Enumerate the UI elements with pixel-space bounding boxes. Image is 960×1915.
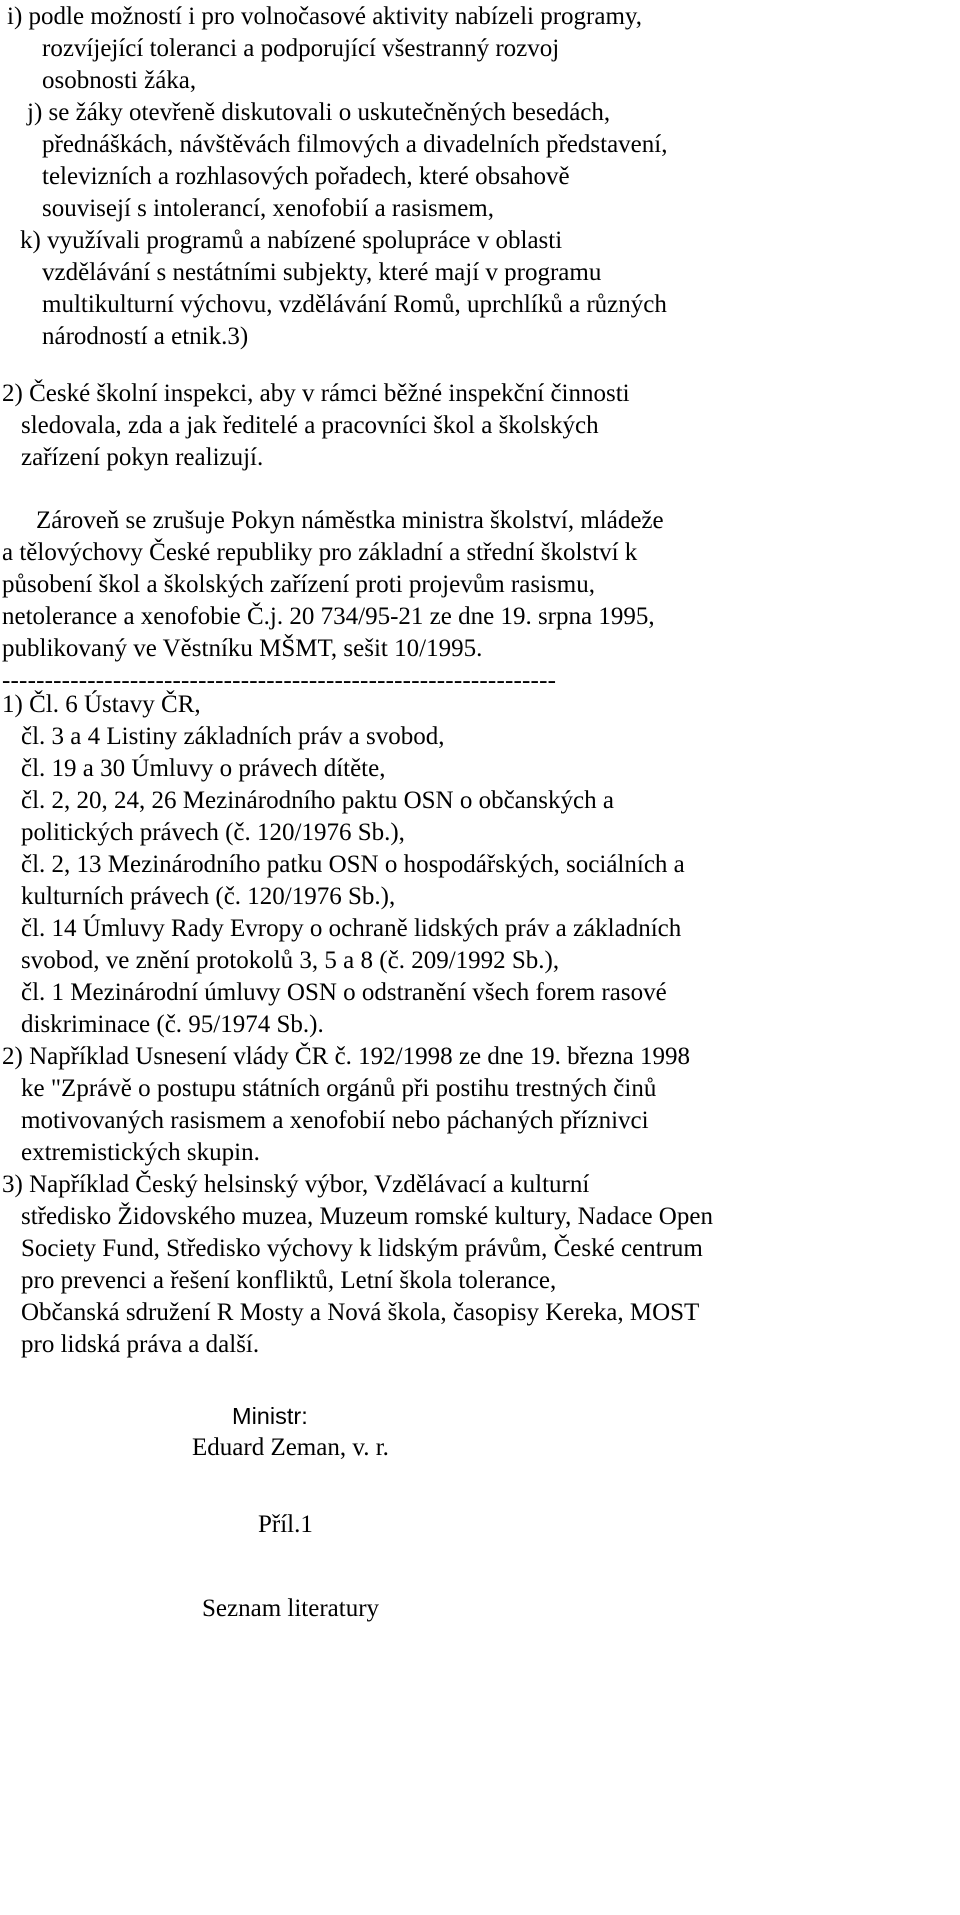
footnote-line: středisko Židovského muzea, Muzeum romské kultury, Nadace Open: [21, 1203, 713, 1230]
footnote-line: politických právech (č. 120/1976 Sb.),: [21, 819, 405, 846]
text-line: osobnosti žáka,: [42, 67, 197, 94]
separator-line: -----------------------------------------------------------------: [2, 667, 557, 694]
footnote-line: 2) Například Usnesení vlády ČR č. 192/1998 ze dne 19. března 1998: [2, 1043, 691, 1070]
footnote-line: pro lidská práva a další.: [21, 1331, 260, 1358]
footnote-line: Society Fund, Středisko výchovy k lidským právům, České centrum: [21, 1235, 703, 1262]
footnote-line: čl. 1 Mezinárodní úmluvy OSN o odstranění všech forem rasové: [21, 979, 667, 1006]
text-line: i) podle možností i pro volnočasové aktivity nabízeli programy,: [7, 3, 643, 30]
footnote-line: svobod, ve znění protokolů 3, 5 a 8 (č. 209/1992 Sb.),: [21, 947, 560, 974]
footnote-line: pro prevenci a řešení konfliktů, Letní škola tolerance,: [21, 1267, 557, 1294]
text-line: působení škol a školských zařízení proti projevům rasismu,: [2, 571, 595, 598]
footnote-line: 1) Čl. 6 Ústavy ČR,: [2, 691, 201, 718]
text-line: sledovala, zda a jak ředitelé a pracovníci škol a školských: [21, 412, 599, 439]
text-line: 2) České školní inspekci, aby v rámci běžné inspekční činnosti: [2, 380, 630, 407]
text-line: k) využívali programů a nabízené spolupráce v oblasti: [20, 227, 563, 254]
text-line: Zároveň se zrušuje Pokyn náměstka ministra školství, mládeže: [36, 507, 664, 534]
text-line: národností a etnik.3): [42, 323, 249, 350]
footnote-line: čl. 2, 20, 24, 26 Mezinárodního paktu OSN o občanských a: [21, 787, 614, 814]
text-line: publikovaný ve Věstníku MŠMT, sešit 10/1995.: [2, 635, 483, 662]
footnote-line: diskriminace (č. 95/1974 Sb.).: [21, 1011, 324, 1038]
text-line: zařízení pokyn realizují.: [21, 444, 264, 471]
footnote-line: kulturních právech (č. 120/1976 Sb.),: [21, 883, 396, 910]
signature-title: Ministr:: [232, 1403, 308, 1429]
footnote-line: 3) Například Český helsinský výbor, Vzdělávací a kulturní: [2, 1171, 590, 1198]
appendix-label: Příl.1: [258, 1511, 313, 1538]
text-line: souvisejí s intolerancí, xenofobií a rasismem,: [42, 195, 494, 222]
footnote-line: čl. 19 a 30 Úmluvy o právech dítěte,: [21, 755, 386, 782]
footnote-line: čl. 14 Úmluvy Rady Evropy o ochraně lidských práv a základních: [21, 915, 682, 942]
text-line: přednáškách, návštěvách filmových a divadelních představení,: [42, 131, 668, 158]
text-line: vzdělávání s nestátními subjekty, které mají v programu: [42, 259, 602, 286]
footnote-line: motivovaných rasismem a xenofobií nebo páchaných příznivci: [21, 1107, 649, 1134]
text-line: rozvíjející toleranci a podporující všestranný rozvoj: [42, 35, 560, 62]
signature-name: Eduard Zeman, v. r.: [192, 1434, 389, 1461]
text-line: j) se žáky otevřeně diskutovali o uskutečněných besedách,: [27, 99, 611, 126]
footnote-line: čl. 3 a 4 Listiny základních práv a svobod,: [21, 723, 445, 750]
footnote-line: čl. 2, 13 Mezinárodního patku OSN o hospodářských, sociálních a: [21, 851, 685, 878]
text-line: netolerance a xenofobie Č.j. 20 734/95-21 ze dne 19. srpna 1995,: [2, 603, 655, 630]
text-line: televizních a rozhlasových pořadech, které obsahově: [42, 163, 570, 190]
text-line: multikulturní výchovu, vzdělávání Romů, uprchlíků a různých: [42, 291, 667, 318]
footnote-line: Občanská sdružení R Mosty a Nová škola, časopisy Kereka, MOST: [21, 1299, 700, 1326]
bibliography-heading: Seznam literatury: [202, 1595, 380, 1622]
text-line: a tělovýchovy České republiky pro základní a střední školství k: [2, 539, 638, 566]
footnote-line: extremistických skupin.: [21, 1139, 260, 1166]
footnote-line: ke "Zprávě o postupu státních orgánů při postihu trestných činů: [21, 1075, 657, 1102]
